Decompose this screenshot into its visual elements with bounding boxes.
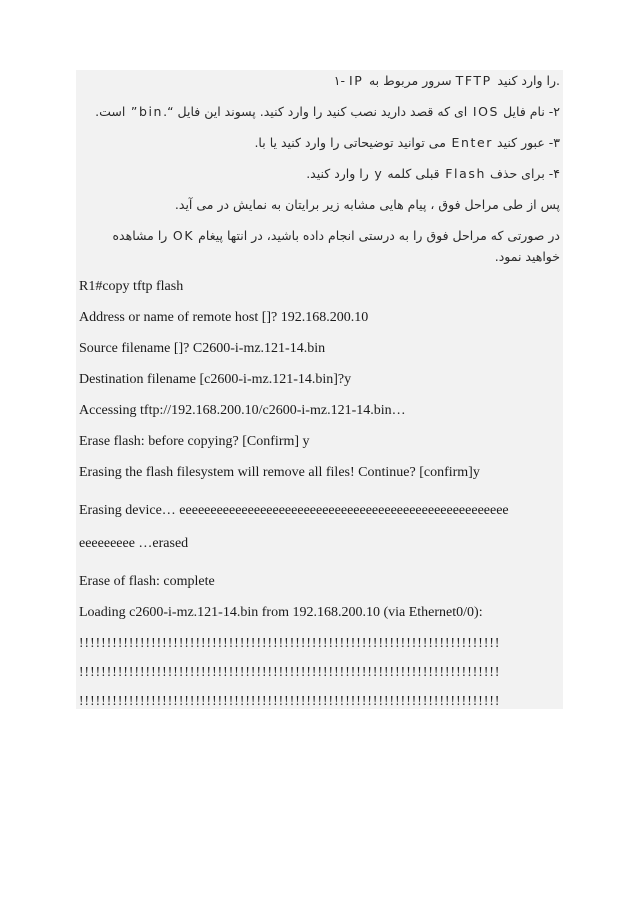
console-line: Erasing the flash filesystem will remove all files! Continue? [confirm]y bbox=[79, 465, 480, 480]
console-line: Erase of flash: complete bbox=[79, 574, 215, 589]
console-line: Address or name of remote host []? 192.168.200.10 bbox=[79, 310, 369, 325]
console-line: Erase flash: before copying? [Confirm] y bbox=[79, 434, 310, 449]
step-1-instruction: ۱- IP سرور مربوط به TFTP را وارد کنید. bbox=[333, 73, 560, 88]
console-line: R1#copy tftp flash bbox=[79, 279, 184, 294]
document-page bbox=[76, 70, 563, 709]
console-line: Loading c2600-i-mz.121-14.bin from 192.168.200.10 (via Ethernet0/0): bbox=[79, 605, 483, 620]
progress-line: !!!!!!!!!!!!!!!!!!!!!!!!!!!!!!!!!!!!!!!!!!!!!!!!!!!!!!!!!!!!!!!!!!!!!!!!!!!! bbox=[79, 635, 501, 650]
console-line: Erasing device… eeeeeeeeeeeeeeeeeeeeeeeeeeeeeeeeeeeeeeeeeeeeeeeeeeeee eeeeeeeee …erased bbox=[79, 503, 509, 551]
step-2-instruction: ۲- نام فایل IOS ای که قصد دارید نصب کنید را وارد کنید. پسوند این فایل “.bin” است. bbox=[95, 104, 560, 119]
success-note: در صورتی که مراحل فوق را به درستی انجام داده باشید، در انتها پیغام OK را مشاهده خواهید نمود. bbox=[112, 228, 560, 264]
progress-line: !!!!!!!!!!!!!!!!!!!!!!!!!!!!!!!!!!!!!!!!!!!!!!!!!!!!!!!!!!!!!!!!!!!!!!!!!!!! bbox=[79, 693, 501, 708]
step-3-instruction: ۳- عبور کنید Enter می توانید توضیحاتی را وارد کنید یا با. bbox=[254, 135, 560, 150]
console-line: Destination filename [c2600-i-mz.121-14.bin]?y bbox=[79, 372, 352, 387]
messages-note: پس از طی مراحل فوق ، پیام هایی مشابه زیر برایتان به نمایش در می آید. bbox=[174, 197, 560, 212]
console-line: Source filename []? C2600-i-mz.121-14.bin bbox=[79, 341, 326, 356]
progress-line: !!!!!!!!!!!!!!!!!!!!!!!!!!!!!!!!!!!!!!!!!!!!!!!!!!!!!!!!!!!!!!!!!!!!!!!!!!!! bbox=[79, 664, 501, 679]
console-line: Accessing tftp://192.168.200.10/c2600-i-mz.121-14.bin… bbox=[79, 403, 406, 418]
step-4-instruction: ۴- برای حذف Flash قبلی کلمه y را وارد کنید. bbox=[306, 166, 560, 181]
